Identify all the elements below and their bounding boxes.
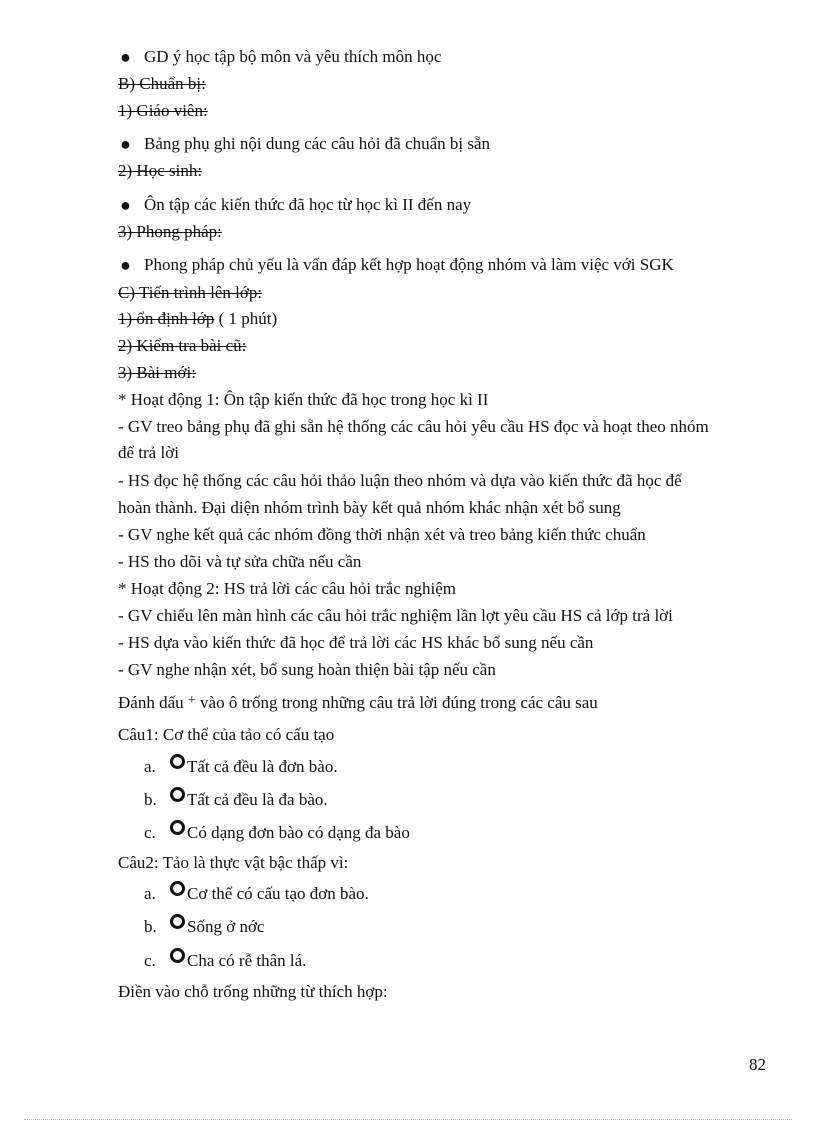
question-1: Câu1: Cơ thể của tảo có cấu tạo <box>118 725 335 744</box>
subsection-heading: 3) Phong pháp: <box>118 222 222 241</box>
bullet-item <box>120 47 442 67</box>
bullet-item <box>120 134 491 154</box>
option-letter: b. <box>144 917 157 936</box>
instruction-line <box>118 693 598 715</box>
option-text: Tất cả đều là đơn bào. <box>187 757 338 776</box>
option-text: Cơ thể có cấu tạo đơn bào. <box>187 884 369 903</box>
bullet-item <box>120 195 472 215</box>
activity-heading: * Hoạt động 1: Ôn tập kiến thức đã học trong học kì II <box>118 390 489 409</box>
text-line: hoàn thành. Đại diện nhóm trình bày kết quả nhóm khác nhận xét bổ sung <box>118 498 621 517</box>
circle-checkbox-icon[interactable] <box>170 948 185 963</box>
subsection-heading: 3) Bài mới: <box>118 363 196 382</box>
section-heading: C) Tiến trình lên lớp: <box>118 283 263 302</box>
bullet-icon: ● <box>120 255 131 275</box>
circle-checkbox-icon[interactable] <box>170 914 185 929</box>
circle-checkbox-icon[interactable] <box>170 820 185 835</box>
text-line <box>118 309 277 329</box>
option-text: Cha có rễ thân lá. <box>187 951 307 970</box>
text-line: GD ý học tập bộ môn và yêu thích môn học <box>144 47 442 66</box>
text-fragment: vào ô trống trong những câu trả lời đúng trong các câu sau <box>200 693 598 712</box>
activity-heading: * Hoạt động 2: HS trả lời các câu hỏi trắc nghiệm <box>118 579 457 598</box>
footer-divider <box>24 1119 792 1120</box>
text-line: - HS dựa vào kiến thức đã học để trả lời các HS khác bổ sung nếu cần <box>118 633 594 652</box>
page-number: 82 <box>749 1055 766 1074</box>
subsection-heading: 1) Giáo viên: <box>118 101 208 120</box>
circle-checkbox-icon[interactable] <box>170 754 185 769</box>
circle-checkbox-icon[interactable] <box>170 787 185 802</box>
option-letter: c. <box>144 951 156 970</box>
option-text: Sống ở nớc <box>187 917 265 936</box>
duration-note: ( 1 phút) <box>214 309 278 328</box>
section-heading: B) Chuẩn bị: <box>118 74 206 93</box>
option-text: Tất cả đều là đa bào. <box>187 790 328 809</box>
option-letter: a. <box>144 757 156 776</box>
text-line: - GV nghe nhận xét, bổ sung hoàn thiện bài tập nếu cần <box>118 660 496 679</box>
subsection-heading: 1) ổn định lớp <box>118 309 215 328</box>
option-item[interactable] <box>144 790 328 810</box>
text-line: Ôn tập các kiến thức đã học từ học kì II đến nay <box>144 195 472 214</box>
option-item[interactable] <box>144 951 306 971</box>
option-item[interactable] <box>144 823 410 843</box>
text-line: - GV nghe kết quả các nhóm đồng thời nhận xét và treo bảng kiến thức chuẩn <box>118 525 646 544</box>
subsection-heading: 2) Kiểm tra bài cũ: <box>118 336 247 355</box>
text-line: - HS tho dõi và tự sửa chữa nếu cần <box>118 552 362 571</box>
option-item[interactable] <box>144 757 338 777</box>
subsection-heading: 2) Học sinh: <box>118 161 203 180</box>
bullet-icon: ● <box>120 195 131 215</box>
text-fragment: Đánh dấu <box>118 693 184 712</box>
text-line: để trả lời <box>118 443 179 462</box>
text-line: - HS đọc hệ thống các câu hỏi thảo luận theo nhóm và dựa vào kiến thức đã học để <box>118 471 682 490</box>
text-line: - GV treo bảng phụ đã ghi sẵn hệ thống các câu hỏi yêu cầu HS đọc và hoạt theo nhóm <box>118 417 709 436</box>
fill-in-instruction: Điền vào chỗ trống những từ thích hợp: <box>118 982 388 1001</box>
option-text: Có dạng đơn bào có dạng đa bào <box>187 823 410 842</box>
option-letter: b. <box>144 790 157 809</box>
option-item[interactable] <box>144 917 264 937</box>
question-2: Câu2: Tảo là thực vật bậc thấp vì: <box>118 853 349 872</box>
option-letter: c. <box>144 823 156 842</box>
option-letter: a. <box>144 884 156 903</box>
bullet-icon: ● <box>120 47 131 67</box>
bullet-item <box>120 255 674 275</box>
bullet-icon: ● <box>120 134 131 154</box>
option-item[interactable] <box>144 884 369 904</box>
text-line: - GV chiếu lên màn hình các câu hỏi trắc nghiệm lần lợt yêu cầu HS cả lớp trả lời <box>118 606 673 625</box>
text-line: Bảng phụ ghi nội dung các câu hỏi đã chuẩn bị sẵn <box>144 134 491 153</box>
text-line: Phong pháp chủ yếu là vấn đáp kết hợp hoạt động nhóm và làm việc với SGK <box>144 255 674 274</box>
plus-icon: + <box>187 693 196 708</box>
circle-checkbox-icon[interactable] <box>170 881 185 896</box>
